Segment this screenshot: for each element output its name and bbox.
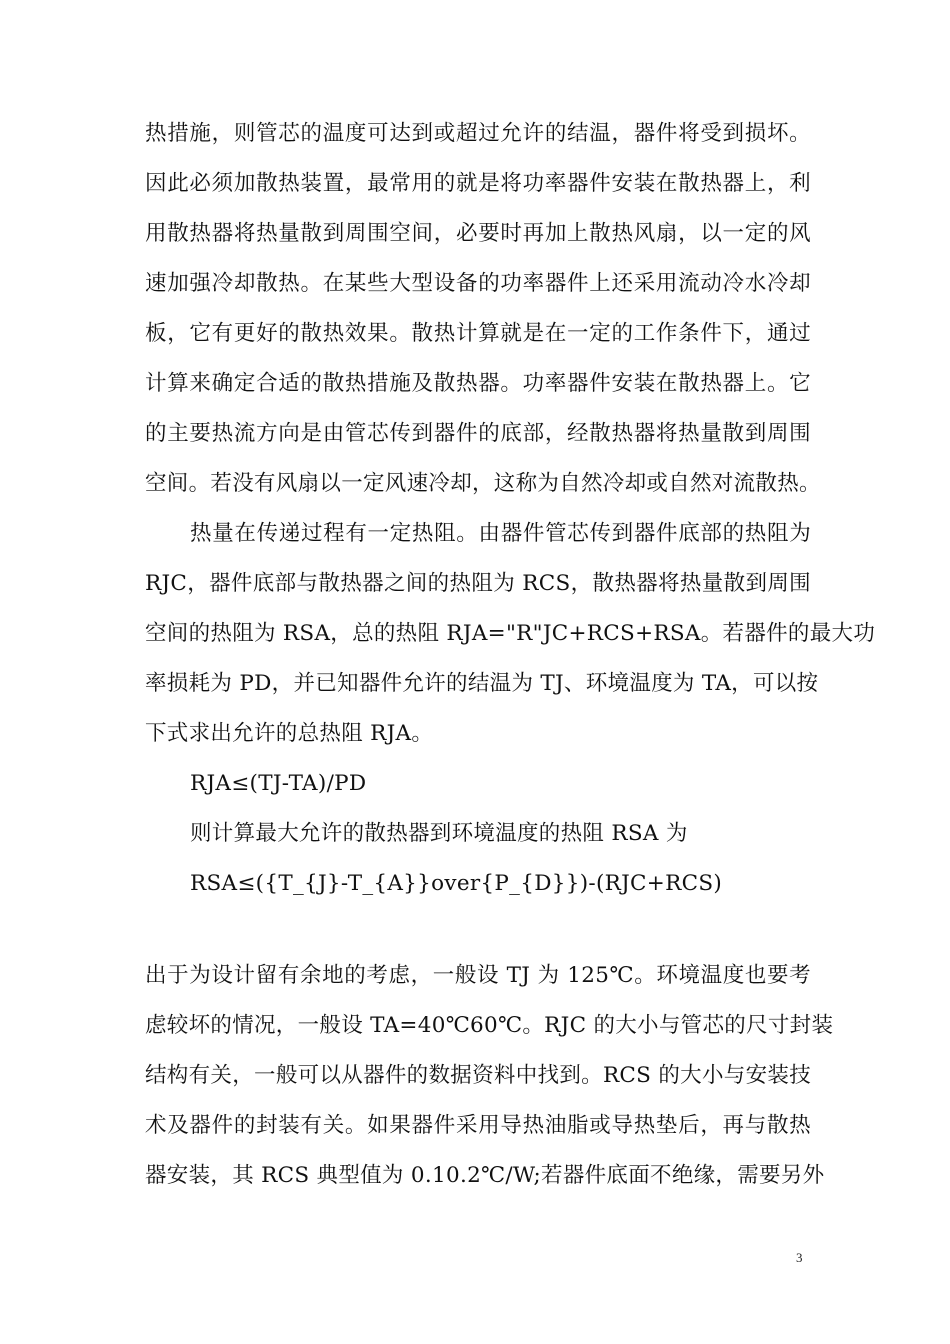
page-number: 3 — [796, 1250, 803, 1265]
formula-rja: RJA≤(TJ-TA)/PD — [190, 771, 367, 796]
text-line-1: 热措施，则管芯的温度可达到或超过允许的结温，器件将受到损坏。 — [145, 121, 811, 146]
text-line-3: 用散热器将热量散到周围空间，必要时再加上散热风扇，以一定的风 — [145, 221, 811, 246]
text-line-8: 空间。若没有风扇以一定风速冷却，这称为自然冷却或自然对流散热。 — [145, 471, 821, 496]
text-line-6: 计算来确定合适的散热措施及散热器。功率器件安装在散热器上。它 — [145, 371, 811, 396]
paragraph-2-first-line: 热量在传递过程有一定热阻。由器件管芯传到器件底部的热阻为 — [190, 521, 811, 546]
text-line-12: 率损耗为 PD，并已知器件允许的结温为 TJ、环境温度为 TA，可以按 — [145, 671, 819, 696]
text-line-5: 板，它有更好的散热效果。散热计算就是在一定的工作条件下，通过 — [145, 321, 811, 346]
text-line-7: 的主要热流方向是由管芯传到器件的底部，经散热器将热量散到周围 — [145, 421, 811, 446]
text-line-19: 结构有关，一般可以从器件的数据资料中找到。RCS 的大小与安装技 — [145, 1063, 811, 1088]
text-line-20: 术及器件的封装有关。如果器件采用导热油脂或导热垫后，再与散热 — [145, 1113, 811, 1138]
text-line-18: 虑较坏的情况，一般设 TA=40℃60℃。RJC 的大小与管芯的尺寸封装 — [145, 1013, 834, 1038]
text-line-10: RJC，器件底部与散热器之间的热阻为 RCS，散热器将热量散到周围 — [145, 571, 811, 596]
text-line-17: 出于为设计留有余地的考虑，一般设 TJ 为 125℃。环境温度也要考 — [145, 963, 811, 988]
text-line-11: 空间的热阻为 RSA，总的热阻 RJA="R"JC+RCS+RSA。若器件的最大功 — [145, 621, 876, 646]
text-line-13: 下式求出允许的总热阻 RJA。 — [145, 721, 434, 746]
text-line-2: 因此必须加散热装置，最常用的就是将功率器件安装在散热器上，利 — [145, 171, 811, 196]
rsa-intro-line: 则计算最大允许的散热器到环境温度的热阻 RSA 为 — [190, 821, 688, 846]
text-line-4: 速加强冷却散热。在某些大型设备的功率器件上还采用流动冷水冷却 — [145, 271, 811, 296]
formula-rsa: RSA≤({T_{J}-T_{A}}over{P_{D}})-(RJC+RCS) — [190, 871, 723, 896]
text-line-21: 器安装，其 RCS 典型值为 0.10.2℃/W;若器件底面不绝缘，需要另外 — [145, 1163, 825, 1188]
